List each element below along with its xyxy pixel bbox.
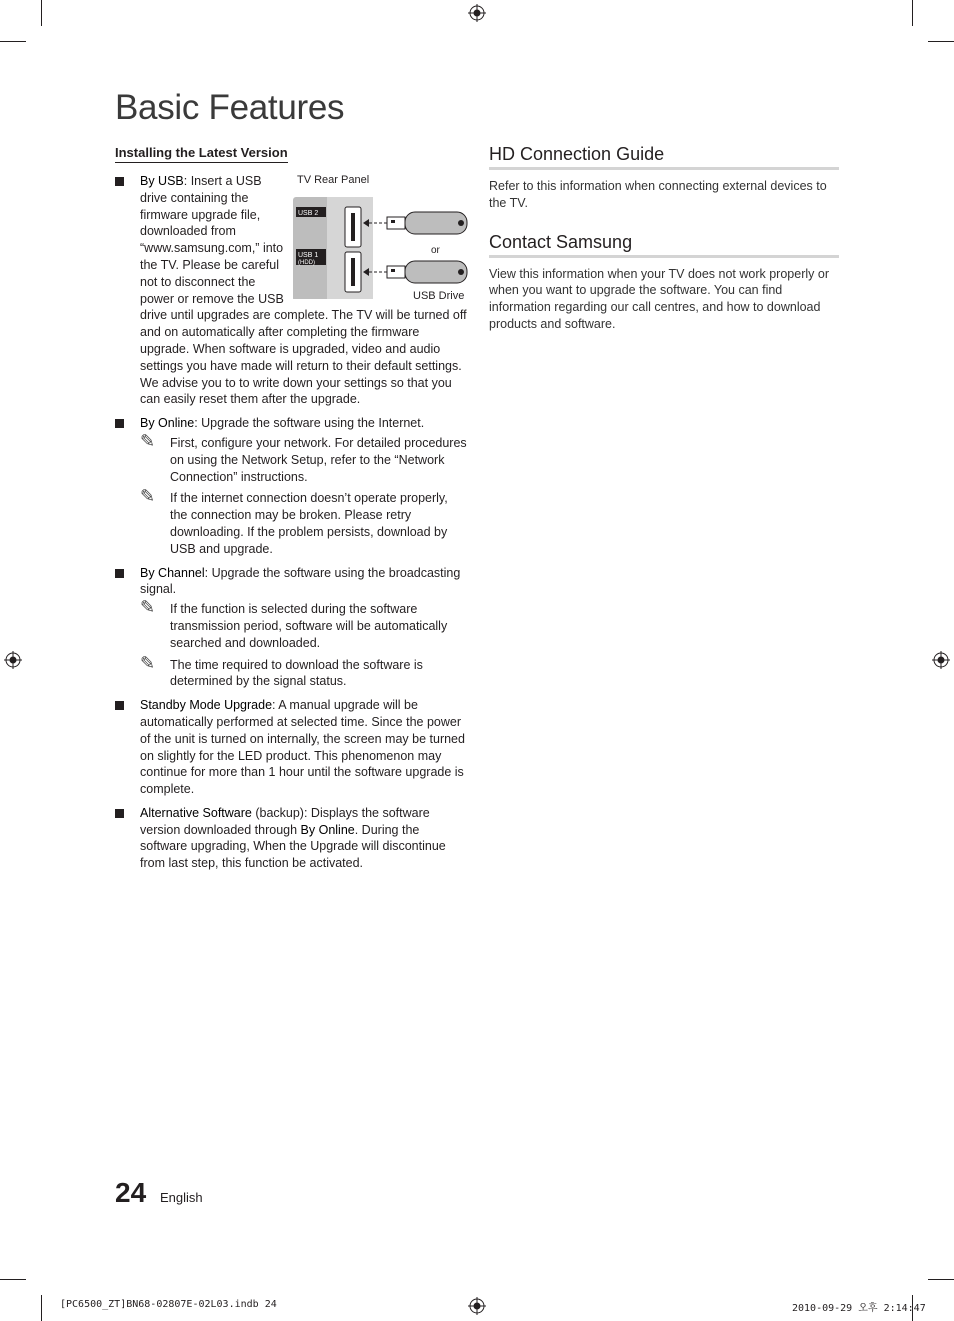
item-keyword-inline: By Online (300, 822, 355, 837)
note-list (140, 597, 467, 690)
crop-mark (928, 41, 954, 42)
crop-mark (0, 1279, 26, 1280)
note-item (140, 597, 467, 651)
note-text: If the function is selected during the software transmission period, software will be automatically searched and downloaded. (170, 602, 448, 650)
registration-mark-icon (932, 651, 950, 669)
item-text: : Upgrade the software using the broadcasting signal. (140, 565, 461, 597)
or-label: or (431, 245, 440, 256)
contact-samsung-heading: Contact Samsung (489, 232, 839, 258)
registration-mark-icon (468, 1297, 486, 1315)
usb1-label: USB 1 (298, 252, 319, 259)
usb-drive-label: USB Drive (413, 290, 465, 299)
note-list (140, 430, 467, 558)
usb1-hdd-label: (HDD) (298, 260, 315, 266)
crop-mark (41, 1295, 42, 1321)
usb-drive-top-graphic (387, 217, 405, 229)
note-text: The time required to download the software is determined by the signal status. (170, 657, 423, 689)
contact-samsung-body: View this information when your TV does not work properly or when you want to upgrade the software. You can find information regarding our call centres, and how to download products and software. (489, 266, 829, 331)
item-text: : Insert a USB drive containing the firmware upgrade file, downloaded from “www.samsung.com,” into the TV. Please be careful not to disconnect the power or remove the USB drive until upgrades are complete. The TV will be turned off and on automatically after completing the firmware upgrade. When software is upgraded, video and audio settings you have made will return to their default settings. We advise you to to write down your settings so that you can easily reset them after the upgrade. (140, 174, 467, 407)
item-text: : Upgrade the software using the Internet. (194, 416, 425, 431)
pencil-note-icon: ✎ (140, 430, 156, 451)
crop-mark (41, 0, 42, 26)
square-bullet-icon (115, 701, 124, 710)
list-item-by-usb (115, 173, 467, 408)
square-bullet-icon (115, 569, 124, 578)
list-item-alternative-software (115, 805, 467, 872)
usb-drive-bottom-graphic (387, 266, 405, 278)
item-text: (backup): Displays the software version downloaded through (140, 805, 430, 837)
item-text: : A manual upgrade will be automatically performed at selected time. Since the power of the unit is turned on internally, the screen may be turned on slightly for the LED product. This phenomenon may continue for more than 1 hour until the software upgrade is complete. (140, 698, 465, 797)
note-item (140, 486, 467, 557)
usb-connection-diagram (293, 169, 471, 299)
item-keyword: Alternative Software (140, 805, 252, 820)
list-item-by-online (115, 415, 467, 557)
registration-mark-icon (468, 4, 486, 22)
section-subheading: Installing the Latest Version (115, 145, 288, 163)
page-language: English (160, 1190, 203, 1205)
pencil-note-icon: ✎ (140, 652, 156, 673)
item-keyword: By Channel (140, 565, 205, 580)
note-item (140, 430, 467, 485)
print-footer-timestamp: 2010-09-29 오후 2:14:47 (792, 1303, 926, 1314)
note-item (140, 652, 467, 691)
list-item-standby-mode-upgrade (115, 697, 467, 798)
square-bullet-icon (115, 177, 124, 186)
note-text: First, configure your network. For detailed procedures on using the Network Setup, refer to the “Network Connection” instructions. (170, 435, 467, 484)
page-title: Basic Features (115, 88, 345, 127)
item-keyword: By USB (140, 174, 184, 188)
crop-mark (928, 1279, 954, 1280)
tv-rear-panel-label: TV Rear Panel (297, 174, 370, 186)
note-text: If the internet connection doesn’t operate properly, the connection may be broken. Please retry downloading. If the problem persists, download by USB and upgrade. (170, 491, 448, 556)
item-keyword: Standby Mode Upgrade (140, 698, 273, 713)
crop-mark (0, 41, 26, 42)
left-column (115, 144, 467, 879)
item-keyword: By Online (140, 416, 195, 431)
pencil-note-icon: ✎ (140, 486, 156, 507)
pencil-note-icon: ✎ (140, 597, 156, 618)
list-item-by-channel (115, 565, 467, 691)
crop-mark (912, 0, 913, 26)
item-text-continued: . During the software upgrading, When the Upgrade will discontinue from last step, this function be activated. (140, 822, 446, 871)
registration-mark-icon (4, 651, 22, 669)
right-column (489, 144, 839, 353)
usb2-label: USB 2 (298, 210, 319, 217)
hd-connection-guide-heading: HD Connection Guide (489, 144, 839, 170)
page-number: 24 (115, 1177, 147, 1208)
hd-connection-guide-body: Refer to this information when connecting external devices to the TV. (489, 179, 827, 210)
install-method-list (115, 173, 467, 872)
square-bullet-icon (115, 419, 124, 428)
print-footer-filename: [PC6500_ZT]BN68-02807E-02L03.indb 24 (60, 1299, 277, 1310)
square-bullet-icon (115, 809, 124, 818)
